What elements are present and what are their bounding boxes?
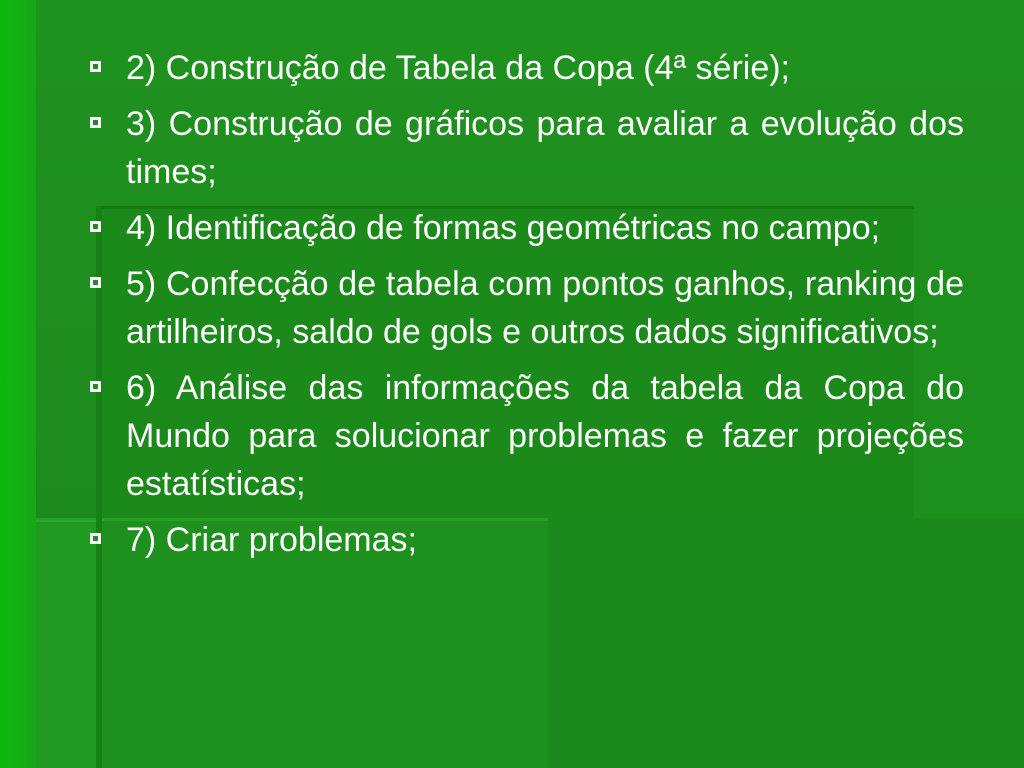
theme-left-band bbox=[36, 520, 96, 768]
bullet-item-4 bbox=[88, 204, 964, 252]
bullet-text: 4) Identificação de formas geométricas no campo; bbox=[126, 209, 881, 247]
bullet-item-7 bbox=[88, 516, 964, 564]
square-bullet-icon bbox=[90, 117, 101, 128]
bullet-item-5 bbox=[88, 260, 964, 356]
bullet-text: 5) Confecção de tabela com pontos ganhos, ranking de artilheiros, saldo de gols e outros dados significativos; bbox=[126, 265, 964, 351]
bullet-item-6 bbox=[88, 364, 964, 508]
bullet-list bbox=[88, 44, 964, 564]
square-bullet-icon bbox=[90, 277, 101, 288]
square-bullet-icon bbox=[90, 533, 101, 544]
bullet-text: 2) Construção de Tabela da Copa (4ª série); bbox=[126, 49, 790, 87]
slide-content bbox=[88, 44, 964, 572]
square-bullet-icon bbox=[90, 221, 101, 232]
bullet-text: 6) Análise das informações da tabela da Copa do Mundo para solucionar problemas e fazer projeções estatísticas; bbox=[126, 369, 964, 503]
bullet-text: 7) Criar problemas; bbox=[126, 521, 417, 559]
square-bullet-icon bbox=[90, 381, 101, 392]
square-bullet-icon bbox=[90, 61, 101, 72]
bullet-text: 3) Construção de gráficos para avaliar a evolução dos times; bbox=[126, 105, 964, 191]
bullet-item-2 bbox=[88, 44, 964, 92]
theme-left-strip bbox=[0, 0, 36, 768]
bullet-item-3 bbox=[88, 100, 964, 196]
